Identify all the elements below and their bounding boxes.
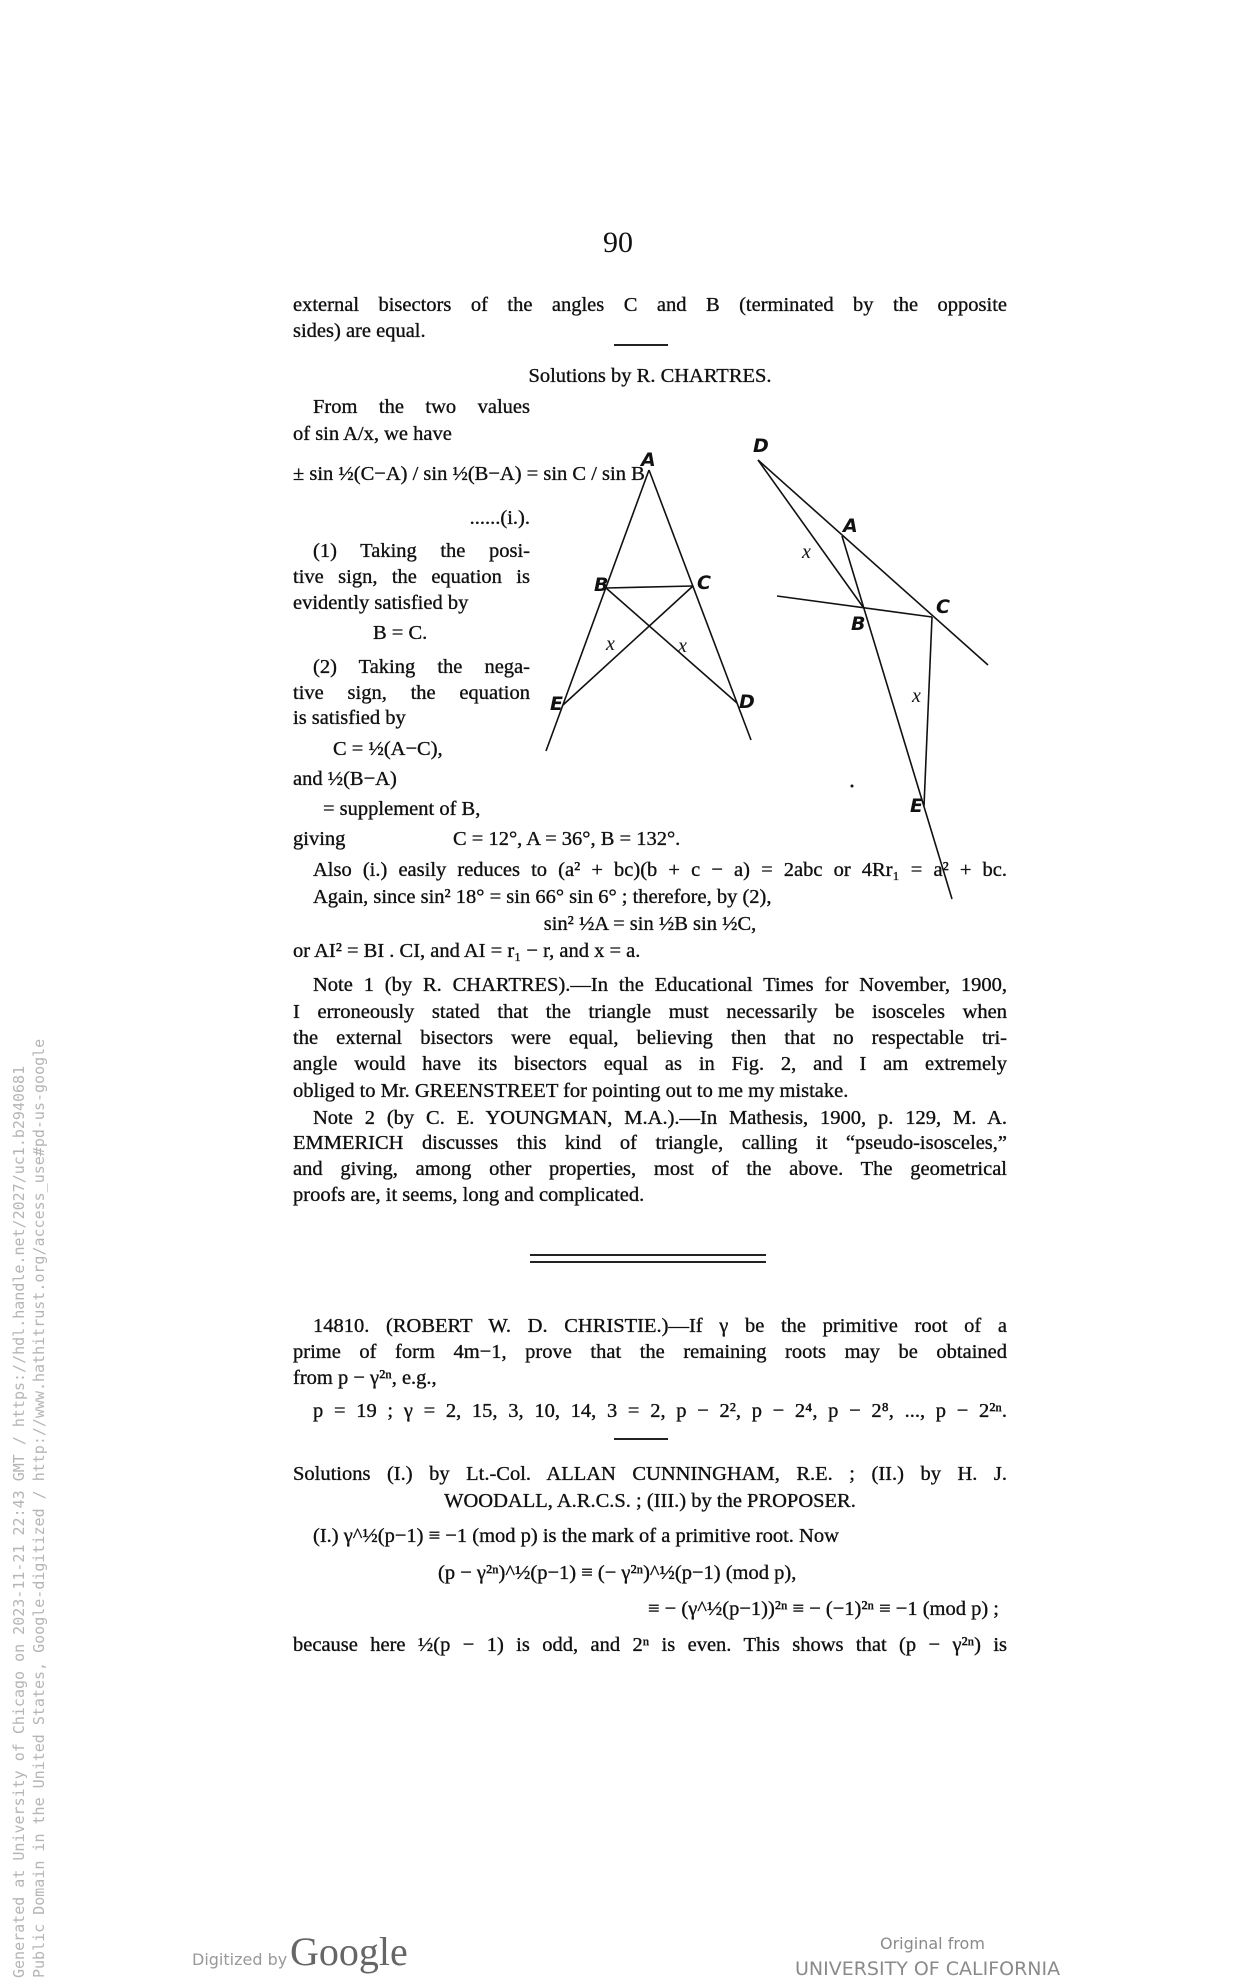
equation: C = 12°, A = 36°, B = 132°. — [453, 828, 681, 850]
problem-line: from p − γ²ⁿ, e.g., — [293, 1367, 437, 1389]
body-line: sides) are equal. — [293, 320, 426, 342]
note-line: angle would have its bisectors equal as in Fig. 2, and I am extremely — [293, 1053, 1007, 1075]
label-d: D — [739, 691, 755, 713]
note-line: Note 2 (by C. E. YOUNGMAN, M.A.).—In Mathesis, 1900, p. 129, M. A. — [313, 1107, 1007, 1129]
double-rule-top — [530, 1254, 766, 1256]
body-line: Also (i.) easily reduces to (a² + bc)(b + c − a) = 2abc or 4Rr₁ = a² + bc. — [313, 859, 1007, 881]
equation: (p − γ²ⁿ)^½(p−1) ≡ (− γ²ⁿ)^½(p−1) (mod p), — [438, 1562, 797, 1584]
note-line: and giving, among other properties, most of the above. The geometrical — [293, 1158, 1007, 1180]
body-line: tive sign, the equation — [293, 682, 530, 704]
body-line: or AI² = BI . CI, and AI = r₁ − r, and x = a. — [293, 940, 641, 962]
equation-number: ......(i.). — [469, 507, 530, 529]
figure-2 — [753, 435, 988, 899]
label-b: B — [594, 574, 609, 596]
solutions-heading: Solutions (I.) by Lt.-Col. ALLAN CUNNINGHAM, R.E. ; (II.) by H. J. — [293, 1463, 1007, 1485]
solutions-heading: Solutions by R. CHARTRES. — [528, 365, 772, 387]
note-line: EMMERICH discusses this kind of triangle, calling it “pseudo-isosceles,” — [293, 1132, 1007, 1154]
equation: B = C. — [373, 622, 428, 644]
body-line: of sin A/x, we have — [293, 423, 452, 445]
label-x: x — [606, 633, 615, 655]
section-rule — [614, 1438, 668, 1440]
body-line: is satisfied by — [293, 707, 406, 729]
note-line: obliged to Mr. GREENSTREET for pointing out to me my mistake. — [293, 1080, 849, 1102]
note-line: proofs are, it seems, long and complicated. — [293, 1184, 645, 1206]
solutions-heading: WOODALL, A.R.C.S. ; (III.) by the PROPOSER. — [444, 1490, 856, 1512]
body-line: From the two values — [313, 396, 530, 418]
note-line: the external bisectors were equal, believing then that no respectable tri- — [293, 1027, 1007, 1049]
label-c: C — [697, 572, 711, 594]
figure-1 — [546, 449, 755, 751]
page-number: 90 — [603, 226, 633, 259]
watermark-line-1: Generated at University of Chicago on 2023-11-21 22:43 GMT / https://hdl.handle.net/2027/uc1.b2940681 — [10, 1065, 28, 1978]
body-line: (1) Taking the posi- — [313, 540, 530, 562]
label-c: C — [936, 596, 950, 618]
body-line: and ½(B−A) — [293, 768, 397, 790]
problem-line: prime of form 4m−1, prove that the remaining roots may be obtained — [293, 1341, 1007, 1363]
label-x: x — [912, 685, 921, 707]
note-line: I erroneously stated that the triangle must necessarily be isosceles when — [293, 1001, 1007, 1023]
body-line: because here ½(p − 1) is odd, and 2ⁿ is even. This shows that (p − γ²ⁿ) is — [293, 1634, 1007, 1656]
original-from-label: Original from — [880, 1934, 985, 1953]
body-line: external bisectors of the angles C and B (terminated by the opposite — [293, 294, 1007, 316]
body-line: (2) Taking the nega- — [313, 656, 530, 678]
body-line: giving — [293, 828, 346, 850]
label-x: x — [678, 635, 687, 657]
university-label: UNIVERSITY OF CALIFORNIA — [795, 1958, 1061, 1980]
equation: ± sin ½(C−A) / sin ½(B−A) = sin C / sin B — [293, 463, 645, 485]
label-e: E — [910, 795, 923, 817]
equation: ≡ − (γ^½(p−1))²ⁿ ≡ − (−1)²ⁿ ≡ −1 (mod p) ; — [648, 1598, 1000, 1620]
note-line: Note 1 (by R. CHARTRES).—In the Educational Times for November, 1900, — [313, 974, 1007, 996]
equation: p = 19 ; γ = 2, 15, 3, 10, 14, 3 = 2, p − 2², p − 2⁴, p − 2⁸, ..., p − 2²ⁿ. — [313, 1400, 1007, 1422]
google-logo: Google — [290, 1929, 408, 1974]
label-d: D — [753, 435, 769, 457]
equation: sin² ½A = sin ½B sin ½C, — [543, 913, 757, 935]
label-e: E — [550, 693, 563, 715]
body-line: (I.) γ^½(p−1) ≡ −1 (mod p) is the mark of a primitive root. Now — [313, 1525, 839, 1547]
label-x: x — [802, 541, 811, 563]
body-line: Again, since sin² 18° = sin 66° sin 6° ; therefore, by (2), — [313, 886, 772, 908]
watermark-line-2: Public Domain in the United States, Google-digitized / http://www.hathitrust.org/access_use#pd-us-google — [30, 1038, 48, 1978]
body-line: tive sign, the equation is — [293, 566, 530, 588]
label-b: B — [851, 613, 866, 635]
label-a: A — [641, 449, 656, 471]
digitized-by-label: Digitized by — [192, 1950, 288, 1969]
problem-line: 14810. (ROBERT W. D. CHRISTIE.)—If γ be the primitive root of a — [313, 1315, 1007, 1337]
double-rule-bottom — [530, 1261, 766, 1263]
body-line: = supplement of B, — [323, 798, 481, 820]
body-line: evidently satisfied by — [293, 592, 469, 614]
label-a: A — [843, 515, 858, 537]
equation: C = ½(A−C), — [333, 738, 443, 760]
